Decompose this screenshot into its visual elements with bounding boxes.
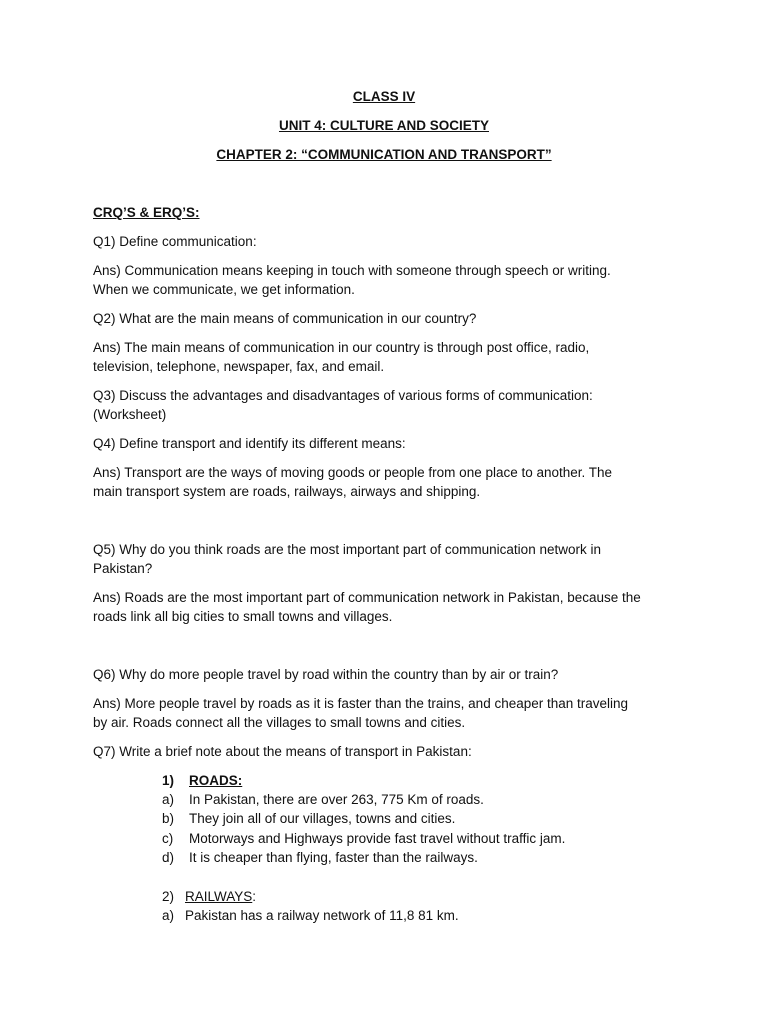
railways-heading-colon: : xyxy=(252,889,257,904)
q2-question: Q2) What are the main means of communication in our country? xyxy=(93,311,477,326)
q4-question: Q4) Define transport and identify its different means: xyxy=(93,436,406,451)
q6-question: Q6) Why do more people travel by road within the country than by air or train? xyxy=(93,667,559,682)
q1-answer-line1: Ans) Communication means keeping in touch with someone through speech or writing. xyxy=(93,263,611,278)
class-heading: CLASS IV xyxy=(352,89,416,104)
q3-question-line2: (Worksheet) xyxy=(93,407,167,422)
q5-question-line2: Pakistan? xyxy=(93,561,153,576)
q4-answer-line1: Ans) Transport are the ways of moving goods or people from one place to another. The xyxy=(93,465,613,480)
section-title: CRQ’S & ERQ’S: xyxy=(93,205,200,220)
q7-question: Q7) Write a brief note about the means of transport in Pakistan: xyxy=(93,744,472,759)
roads-item-marker: b) xyxy=(162,811,175,826)
roads-item-marker: d) xyxy=(162,850,175,865)
roads-heading: ROADS: xyxy=(189,773,243,788)
q3-question-line1: Q3) Discuss the advantages and disadvantages of various forms of communication: xyxy=(93,388,593,403)
q6-answer-line1: Ans) More people travel by roads as it is faster than the trains, and cheaper than traveling xyxy=(93,696,629,711)
q1-question: Q1) Define communication: xyxy=(93,234,257,249)
q5-answer-line1: Ans) Roads are the most important part of communication network in Pakistan, because the xyxy=(93,590,641,605)
q2-answer-line1: Ans) The main means of communication in our country is through post office, radio, xyxy=(93,340,590,355)
roads-item-text: Motorways and Highways provide fast travel without traffic jam. xyxy=(189,831,566,846)
railways-item-marker: a) xyxy=(162,908,175,923)
roads-item-marker: a) xyxy=(162,792,175,807)
q6-answer-line2: by air. Roads connect all the villages to small towns and cities. xyxy=(93,715,466,730)
railways-heading: RAILWAYS xyxy=(185,889,253,904)
q5-answer-line2: roads link all big cities to small towns and villages. xyxy=(93,609,393,624)
q4-answer-line2: main transport system are roads, railways, airways and shipping. xyxy=(93,484,481,499)
railways-number: 2) xyxy=(162,889,175,904)
q2-answer-line2: television, telephone, newspaper, fax, and email. xyxy=(93,359,385,374)
roads-item-text: It is cheaper than flying, faster than the railways. xyxy=(189,850,478,865)
roads-item-marker: c) xyxy=(162,831,174,846)
roads-number: 1) xyxy=(162,773,175,788)
chapter-heading: CHAPTER 2: “COMMUNICATION AND TRANSPORT” xyxy=(216,147,552,162)
roads-item-text: In Pakistan, there are over 263, 775 Km of roads. xyxy=(189,792,484,807)
railways-heading-wrap xyxy=(185,887,256,906)
roads-item-text: They join all of our villages, towns and cities. xyxy=(189,811,456,826)
unit-heading: UNIT 4: CULTURE AND SOCIETY xyxy=(278,118,489,133)
q5-question-line1: Q5) Why do you think roads are the most important part of communication network in xyxy=(93,542,601,557)
q1-answer-line2: When we communicate, we get information. xyxy=(93,282,355,297)
railways-item-text: Pakistan has a railway network of 11,8 81 km. xyxy=(185,908,459,923)
